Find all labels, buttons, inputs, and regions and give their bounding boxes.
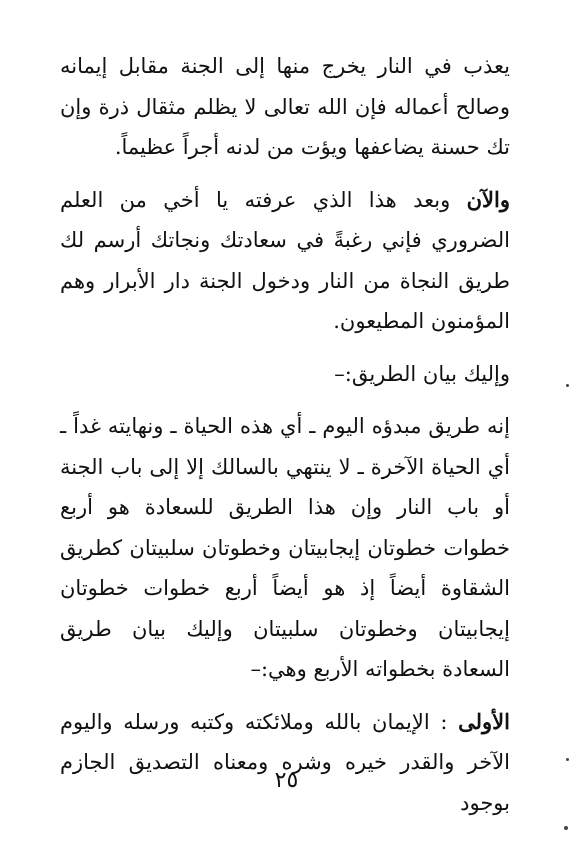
paragraph-5-text: : الإيمان بالله وملائكته وكتبه ورسله واليوم الآخر والقدر خيره وشره ومعناه التصديق الجازم بوجود <box>60 709 510 815</box>
paragraph-1: يعذب في النار يخرج منها إلى الجنة مقابل إيمانه وصالح أعماله فإن الله تعالى لا يظلم مثقال ذرة وإن تك حسنة يضاعفها ويؤت من لدنه أجراً عظيماً. <box>60 54 510 159</box>
page-number: ٢٥ <box>274 768 299 793</box>
paragraph-2 <box>60 180 510 342</box>
paragraph-5 <box>60 702 510 824</box>
paragraph-2-text: وبعد هذا الذي عرفته يا أخي من العلم الضروري فإني رغبةً في سعادتك ونجاتك أرسم لك طريق النجاة من النار ودخول الجنة دار الأبرار وهم المؤمنون المطيعون. <box>60 187 510 333</box>
page-body <box>60 46 510 823</box>
scan-speck <box>566 384 569 387</box>
scan-speck <box>566 758 569 761</box>
paragraph-4: إنه طريق مبدؤه اليوم ـ أي هذه الحياة ـ ونهايته غداً ـ أي الحياة الآخرة ـ لا ينتهي بالسالك إلا إلى باب الجنة أو باب النار وإن هذا الطريق للسعادة هو أربع خطوات خطوتان إيجابيتان وخطوتان سلبيتان كطريق الشقاوة أيضاً إذ هو أيضاً أربع خطوات خطوتان إيجابيتان وخطوتان سلبيتان وإليك بيان طريق السعادة بخطواته الأربع وهي:– <box>60 414 510 681</box>
paragraph-5-lead: الأولى <box>458 708 510 734</box>
scan-speck <box>564 826 568 830</box>
paragraph-3: وإليك بيان الطريق:– <box>334 361 510 386</box>
paragraph-2-lead: والآن <box>466 186 510 212</box>
